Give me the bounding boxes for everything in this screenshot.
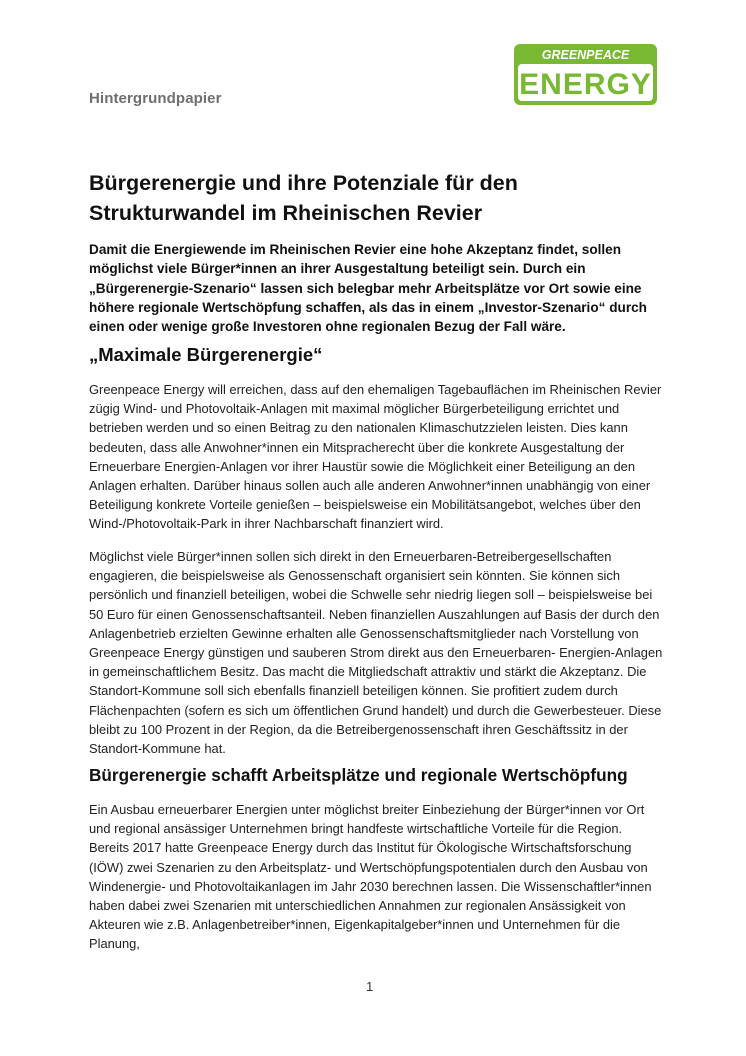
- title-line-2: Strukturwandel im Rheinischen Revier: [89, 201, 483, 225]
- page-title: [89, 168, 669, 228]
- title-line-1: Bürgerenergie und ihre Potenziale für den: [89, 171, 518, 195]
- page-number: 1: [366, 979, 374, 994]
- body-paragraph: Greenpeace Energy will erreichen, dass auf den ehemaligen Tagebauflächen im Rheinischen Revier zügig Wind- und Photovoltaik-Anlagen mit maximal möglicher Bürgerbeteiligung errichtet und betrieben werden und so einen Beitrag zu den nationalen Klimaschutzzielen leisten. Dies kann bedeuten, dass alle Anwohner*innen ein Mitspracherecht über die konkrete Ausgestaltung der Erneuerbare Energien-Anlagen vor ihrer Haustür sowie die Möglichkeit einer Beteiligung an den Anlagen erhalten. Darüber hinaus sollen auch alle anderen Anwohner*innen unabhängig von einer Beteiligung konkrete Vorteile genießen – beispielsweise ein Mobilitätsangebot, welches über den Wind-/Photovoltaik-Park in ihrer Nachbarschaft finanziert wird.: [89, 382, 662, 532]
- greenpeace-energy-logo: [514, 44, 657, 105]
- lead-paragraph: Damit die Energiewende im Rheinischen Revier eine hohe Akzeptanz findet, sollen möglichst viele Bürger*innen an ihrer Ausgestaltung beteiligt sein. Durch ein „Bürgerenergie-Szenario“ lassen sich belegbar mehr Arbeitsplätze vor Ort sowie eine höhere regionale Wertschöpfung schaffen, als das in einem „Investor-Szenario“ durch einen oder wenige große Investoren ohne regionalen Bezug der Fall wäre.: [89, 242, 647, 335]
- body-paragraph: Möglichst viele Bürger*innen sollen sich direkt in den Erneuerbaren-Betreibergesellschaften engagieren, die beispielsweise als Genossenschaft organisiert sein könnten. Sie können sich persönlich und finanziell beteiligen, wobei die Schwelle sehr niedrig liegen soll – beispielsweise bei 50 Euro für einen Genossenschaftsanteil. Neben finanziellen Auszahlungen auf Basis der durch den Anlagenbetrieb erzielten Gewinne erhalten alle Genossenschaftsmitglieder nach Vorstellung von Greenpeace Energy günstigen und sauberen Strom direkt aus den Erneuerbaren- Energien-Anlagen in gemeinschaftlichem Besitz. Das macht die Mitgliedschaft attraktiv und stärkt die Akzeptanz. Die Standort-Kommune soll sich ebenfalls finanziell beteiligen können. Sie profitiert zudem durch Flächenpachten (sofern es sich um öffentlichen Grund handelt) und durch die Gewerbesteuer. Diese bleibt zu 100 Prozent in der Region, da die Betreibergenossenschaft ihren Geschäftssitz in der Standort-Kommune hat.: [89, 549, 663, 757]
- section-heading-maximale-buergerenergie: „Maximale Bürgerenergie“: [89, 344, 323, 365]
- body-paragraph: Ein Ausbau erneuerbarer Energien unter möglichst breiter Einbeziehung der Bürger*innen vor Ort und regional ansässiger Unternehmen bringt handfeste wirtschaftliche Vorteile für die Region. Bereits 2017 hatte Greenpeace Energy durch das Institut für Ökologische Wirtschaftsforschung (IÖW) zwei Szenarien zu den Arbeitsplatz- und Wertschöpfungspotentialen durch den Ausbau von Windenergie- und Photovoltaikanlagen im Jahr 2030 berechnen lassen. Die Wissenschaftler*innen haben dabei zwei Szenarien mit unterschiedlichen Annahmen zur regionalen Ansässigkeit von Akteuren wie z.B. Anlagenbetreiber*innen, Eigenkapitalgeber*innen und Unternehmen für die Planung,: [89, 802, 652, 952]
- svg-text:ENERGY: ENERGY: [519, 68, 652, 101]
- document-type-label: Hintergrundpapier: [89, 90, 222, 107]
- svg-text:GREENPEACE: GREENPEACE: [541, 48, 630, 62]
- section-heading-arbeitsplaetze: Bürgerenergie schafft Arbeitsplätze und regionale Wertschöpfung: [89, 765, 628, 785]
